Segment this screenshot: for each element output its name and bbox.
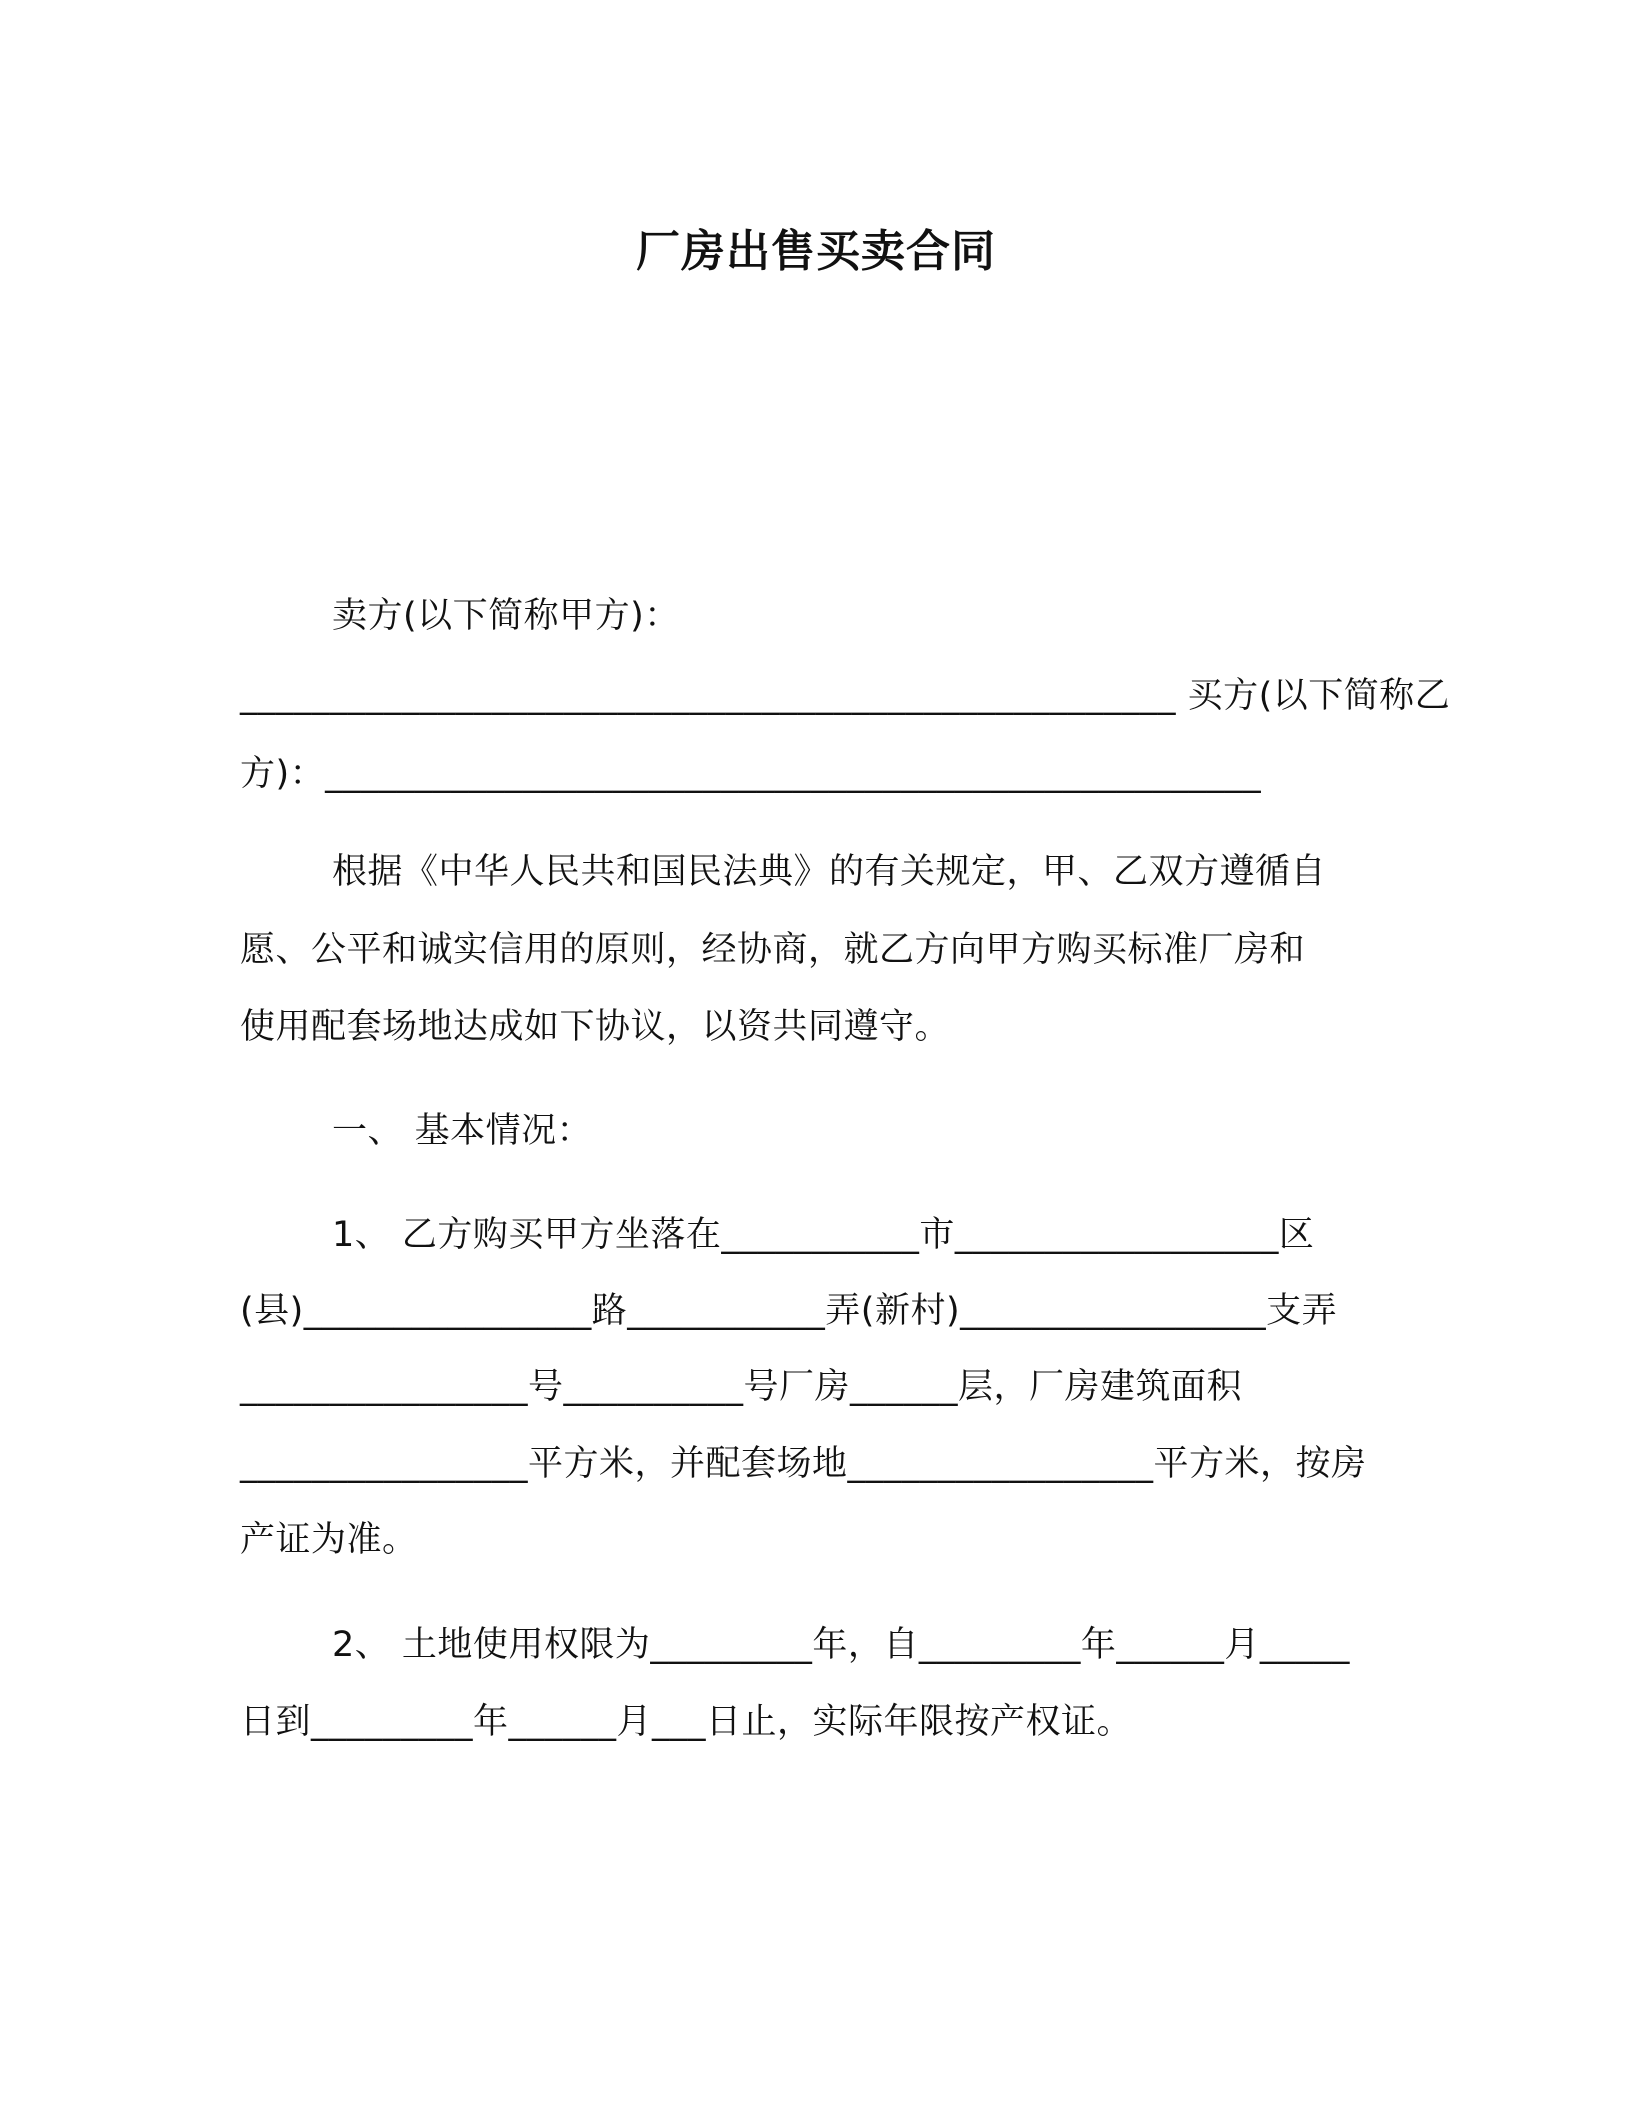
document-title: 厂房出售买卖合同 xyxy=(636,226,996,277)
preamble-line-2: 愿、公平和诚实信用的原则，经协商，就乙方向甲方购买标准厂房和 xyxy=(240,930,1306,970)
clause-1-line-3: ________________号__________号厂房______层，厂房建筑面积 xyxy=(240,1367,1243,1407)
clause-2-line-1: 2、 土地使用权限为_________年，自_________年______月_____ xyxy=(332,1625,1350,1665)
seller-blank-buyer-label: ____________________________________________________ 买方(以下简称乙 xyxy=(240,676,1451,716)
clause-2-line-2: 日到_________年______月___日止，实际年限按产权证。 xyxy=(240,1702,1133,1742)
preamble-line-3: 使用配套场地达成如下协议，以资共同遵守。 xyxy=(240,1007,951,1047)
clause-1-line-2: (县)________________路___________弄(新村)_________________支弄 xyxy=(240,1291,1338,1331)
clause-1-line-4: ________________平方米，并配套场地_________________平方米，按房 xyxy=(240,1444,1367,1484)
section-heading-basic: 一、 基本情况： xyxy=(332,1111,593,1151)
preamble-line-1: 根据《中华人民共和国民法典》的有关规定，甲、乙双方遵循自 xyxy=(332,852,1327,892)
clause-1-line-1: 1、 乙方购买甲方坐落在___________市__________________区 xyxy=(332,1215,1315,1255)
clause-1-line-5: 产证为准。 xyxy=(240,1520,418,1560)
buyer-blank: 方)：____________________________________________________ xyxy=(240,754,1262,794)
seller-label: 卖方(以下简称甲方)： xyxy=(332,596,680,636)
